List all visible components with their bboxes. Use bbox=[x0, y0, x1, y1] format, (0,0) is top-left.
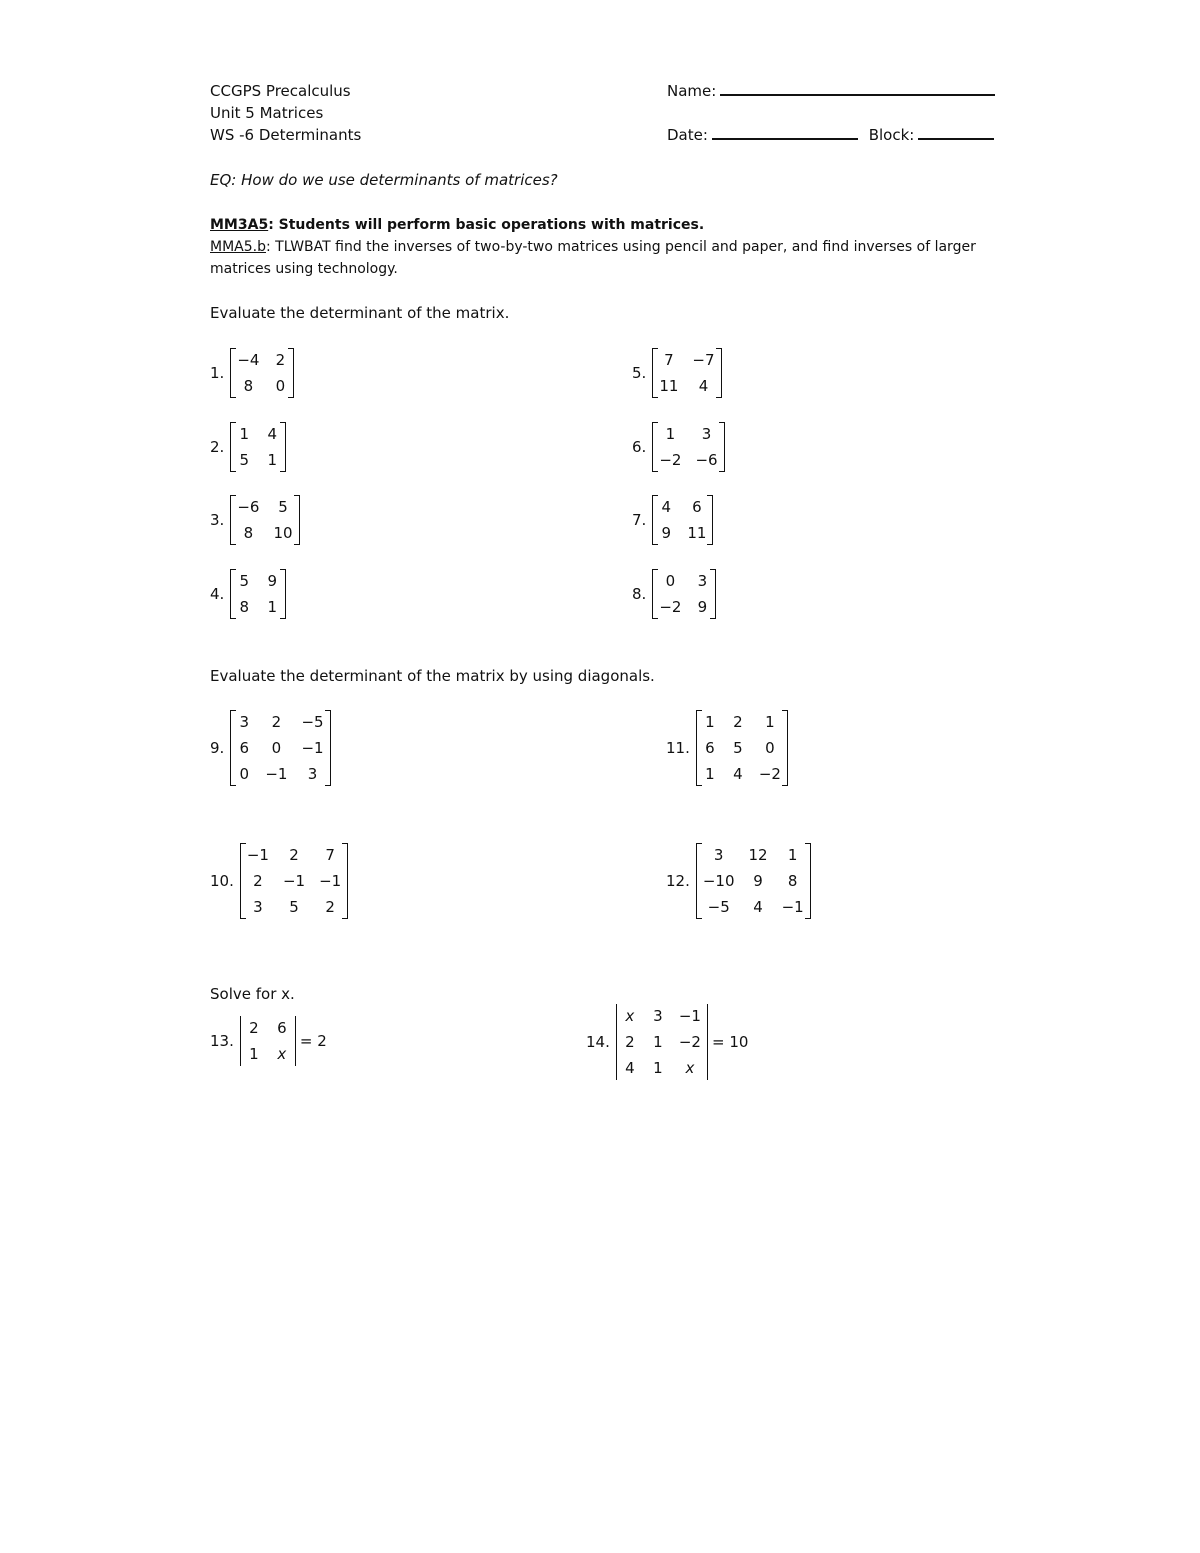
problem-3 bbox=[210, 495, 300, 545]
matrix bbox=[230, 348, 294, 398]
unit-title: Unit 5 Matrices bbox=[210, 104, 324, 122]
section-1-heading: Evaluate the determinant of the matrix. bbox=[210, 304, 510, 322]
matrix-cell: 5 bbox=[278, 498, 288, 516]
name-label: Name: bbox=[667, 82, 717, 100]
section-3-heading: Solve for x. bbox=[210, 985, 295, 1003]
date-label: Date: bbox=[667, 126, 708, 144]
name-line[interactable] bbox=[720, 80, 995, 96]
problem-13 bbox=[210, 1016, 327, 1066]
matrix-cell: 3 bbox=[253, 898, 263, 916]
matrix bbox=[652, 495, 713, 545]
matrix-cell: 8 bbox=[243, 524, 254, 542]
equation-rhs: = 10 bbox=[711, 1033, 749, 1051]
problem-number: 2. bbox=[210, 438, 225, 456]
matrix-cell: 7 bbox=[664, 351, 674, 369]
matrix-cell: 1 bbox=[653, 1059, 663, 1077]
date-block-field bbox=[667, 124, 994, 146]
problem-8 bbox=[632, 569, 716, 619]
matrix-cell: 10 bbox=[273, 524, 293, 542]
matrix-cell: 0 bbox=[275, 377, 286, 395]
matrix-cell: 4 bbox=[698, 377, 709, 395]
matrix-cell: 3 bbox=[239, 713, 250, 731]
matrix-cell: 4 bbox=[267, 425, 278, 443]
matrix-cell: 7 bbox=[325, 846, 335, 864]
matrix-cell: 6 bbox=[705, 739, 715, 757]
problem-1 bbox=[210, 348, 294, 398]
header-left bbox=[210, 80, 361, 146]
matrix-cell: 9 bbox=[753, 872, 763, 890]
matrix-cell: 1 bbox=[705, 713, 715, 731]
problem-10 bbox=[210, 843, 348, 919]
matrix-cell: 8 bbox=[239, 598, 250, 616]
matrix-cell: 9 bbox=[697, 598, 708, 616]
matrix-cell: 11 bbox=[659, 377, 679, 395]
problem-number: 11. bbox=[666, 739, 690, 757]
matrix-cell: −4 bbox=[237, 351, 260, 369]
matrix-cell: 4 bbox=[661, 498, 672, 516]
matrix-cell: 5 bbox=[239, 451, 250, 469]
matrix-cell: −6 bbox=[237, 498, 260, 516]
matrix-cell: 2 bbox=[275, 351, 286, 369]
standard-2-code: MMA5.b bbox=[210, 239, 266, 255]
matrix-cell: 3 bbox=[701, 425, 712, 443]
section-2-heading: Evaluate the determinant of the matrix by using diagonals. bbox=[210, 667, 655, 685]
matrix-cell: 5 bbox=[289, 898, 299, 916]
date-line[interactable] bbox=[712, 124, 858, 140]
matrix bbox=[230, 569, 286, 619]
matrix-cell: 2 bbox=[289, 846, 299, 864]
matrix-cell: 4 bbox=[733, 765, 743, 783]
block-line[interactable] bbox=[918, 124, 994, 140]
problem-number: 8. bbox=[632, 585, 647, 603]
matrix-cell: −7 bbox=[692, 351, 715, 369]
matrix-cell: 9 bbox=[267, 572, 278, 590]
matrix-cell: −6 bbox=[695, 451, 718, 469]
problem-7 bbox=[632, 495, 713, 545]
matrix-cell: 11 bbox=[687, 524, 707, 542]
matrix-cell: 1 bbox=[705, 765, 715, 783]
matrix-cell: 1 bbox=[267, 598, 278, 616]
matrix-cell: −1 bbox=[319, 872, 342, 890]
standard-1-text: : Students will perform basic operations with matrices. bbox=[268, 217, 705, 233]
matrix-cell: 8 bbox=[243, 377, 254, 395]
matrix-cell: 0 bbox=[239, 765, 250, 783]
matrix-cell: −1 bbox=[246, 846, 269, 864]
matrix bbox=[696, 843, 811, 919]
problem-number: 10. bbox=[210, 872, 234, 890]
matrix-cell: x bbox=[685, 1059, 695, 1077]
block-label: Block: bbox=[868, 126, 915, 144]
problem-number: 14. bbox=[586, 1033, 610, 1051]
problem-number: 1. bbox=[210, 364, 225, 382]
matrix bbox=[230, 495, 299, 545]
matrix-cell: 5 bbox=[239, 572, 250, 590]
matrix-cell: −2 bbox=[678, 1033, 701, 1051]
matrix bbox=[230, 422, 286, 472]
matrix-cell: −2 bbox=[659, 598, 682, 616]
standard-2-text: : TLWBAT find the inverses of two-by-two matrices using pencil and paper, and find inverses of larger matrices using technology. bbox=[210, 239, 976, 277]
matrix-cell: 4 bbox=[625, 1059, 635, 1077]
matrix bbox=[652, 569, 716, 619]
problem-number: 6. bbox=[632, 438, 647, 456]
standard-1 bbox=[210, 214, 1000, 236]
matrix-cell: −5 bbox=[301, 713, 324, 731]
matrix-cell: −1 bbox=[265, 765, 288, 783]
determinant bbox=[240, 1016, 296, 1066]
matrix-cell: −1 bbox=[282, 872, 306, 890]
essential-question: EQ: How do we use determinants of matrices? bbox=[210, 171, 558, 189]
matrix-cell: 1 bbox=[653, 1033, 663, 1051]
matrix-cell: 1 bbox=[267, 451, 278, 469]
determinant bbox=[616, 1004, 708, 1080]
matrix-cell: −2 bbox=[659, 451, 682, 469]
matrix-cell: 0 bbox=[765, 739, 775, 757]
matrix-cell: 3 bbox=[307, 765, 318, 783]
problem-2 bbox=[210, 422, 286, 472]
matrix-cell: −1 bbox=[678, 1007, 701, 1025]
problem-9 bbox=[210, 710, 331, 786]
problem-12 bbox=[666, 843, 811, 919]
matrix bbox=[652, 422, 724, 472]
matrix bbox=[652, 348, 721, 398]
matrix-cell: 4 bbox=[753, 898, 763, 916]
worksheet-title: WS -6 Determinants bbox=[210, 126, 362, 144]
matrix-cell: 3 bbox=[653, 1007, 663, 1025]
problem-5 bbox=[632, 348, 722, 398]
matrix-cell: 3 bbox=[713, 846, 724, 864]
matrix-cell: −2 bbox=[758, 765, 781, 783]
matrix-cell: 9 bbox=[661, 524, 672, 542]
matrix-cell: x bbox=[625, 1007, 635, 1025]
matrix-cell: 8 bbox=[787, 872, 798, 890]
matrix-cell: −5 bbox=[707, 898, 730, 916]
matrix-cell: 6 bbox=[239, 739, 250, 757]
problem-number: 9. bbox=[210, 739, 225, 757]
matrix-cell: 3 bbox=[697, 572, 708, 590]
matrix-cell: 2 bbox=[625, 1033, 635, 1051]
standards bbox=[210, 214, 1000, 280]
matrix-cell: −10 bbox=[702, 872, 735, 890]
standard-1-code: MM3A5 bbox=[210, 217, 269, 233]
matrix-cell: −1 bbox=[301, 739, 324, 757]
matrix-cell: 1 bbox=[787, 846, 798, 864]
matrix-cell: 2 bbox=[325, 898, 335, 916]
matrix-cell: 1 bbox=[665, 425, 676, 443]
problem-11 bbox=[666, 710, 788, 786]
matrix-cell: 5 bbox=[733, 739, 743, 757]
problem-number: 13. bbox=[210, 1032, 234, 1050]
matrix-cell: 2 bbox=[271, 713, 282, 731]
problem-14 bbox=[586, 1004, 748, 1080]
problem-number: 5. bbox=[632, 364, 647, 382]
matrix bbox=[240, 843, 348, 919]
matrix-cell: x bbox=[277, 1045, 287, 1063]
matrix-cell: 6 bbox=[277, 1019, 287, 1037]
matrix-cell: 6 bbox=[692, 498, 702, 516]
matrix bbox=[696, 710, 788, 786]
matrix-cell: 2 bbox=[733, 713, 743, 731]
matrix-cell: 1 bbox=[765, 713, 775, 731]
matrix-cell: 1 bbox=[249, 1045, 259, 1063]
problem-6 bbox=[632, 422, 725, 472]
matrix-cell: 1 bbox=[239, 425, 250, 443]
matrix-cell: 2 bbox=[253, 872, 263, 890]
name-field bbox=[667, 80, 995, 102]
standard-2 bbox=[210, 236, 1000, 280]
problem-number: 7. bbox=[632, 511, 647, 529]
matrix bbox=[230, 710, 330, 786]
problem-number: 4. bbox=[210, 585, 225, 603]
matrix-cell: 0 bbox=[665, 572, 676, 590]
matrix-cell: −1 bbox=[781, 898, 804, 916]
equation-rhs: = 2 bbox=[299, 1032, 327, 1050]
matrix-cell: 12 bbox=[748, 846, 768, 864]
matrix-cell: 2 bbox=[249, 1019, 259, 1037]
course-title: CCGPS Precalculus bbox=[210, 82, 351, 100]
matrix-cell: 0 bbox=[271, 739, 282, 757]
problem-4 bbox=[210, 569, 286, 619]
problem-number: 3. bbox=[210, 511, 225, 529]
problem-number: 12. bbox=[666, 872, 690, 890]
